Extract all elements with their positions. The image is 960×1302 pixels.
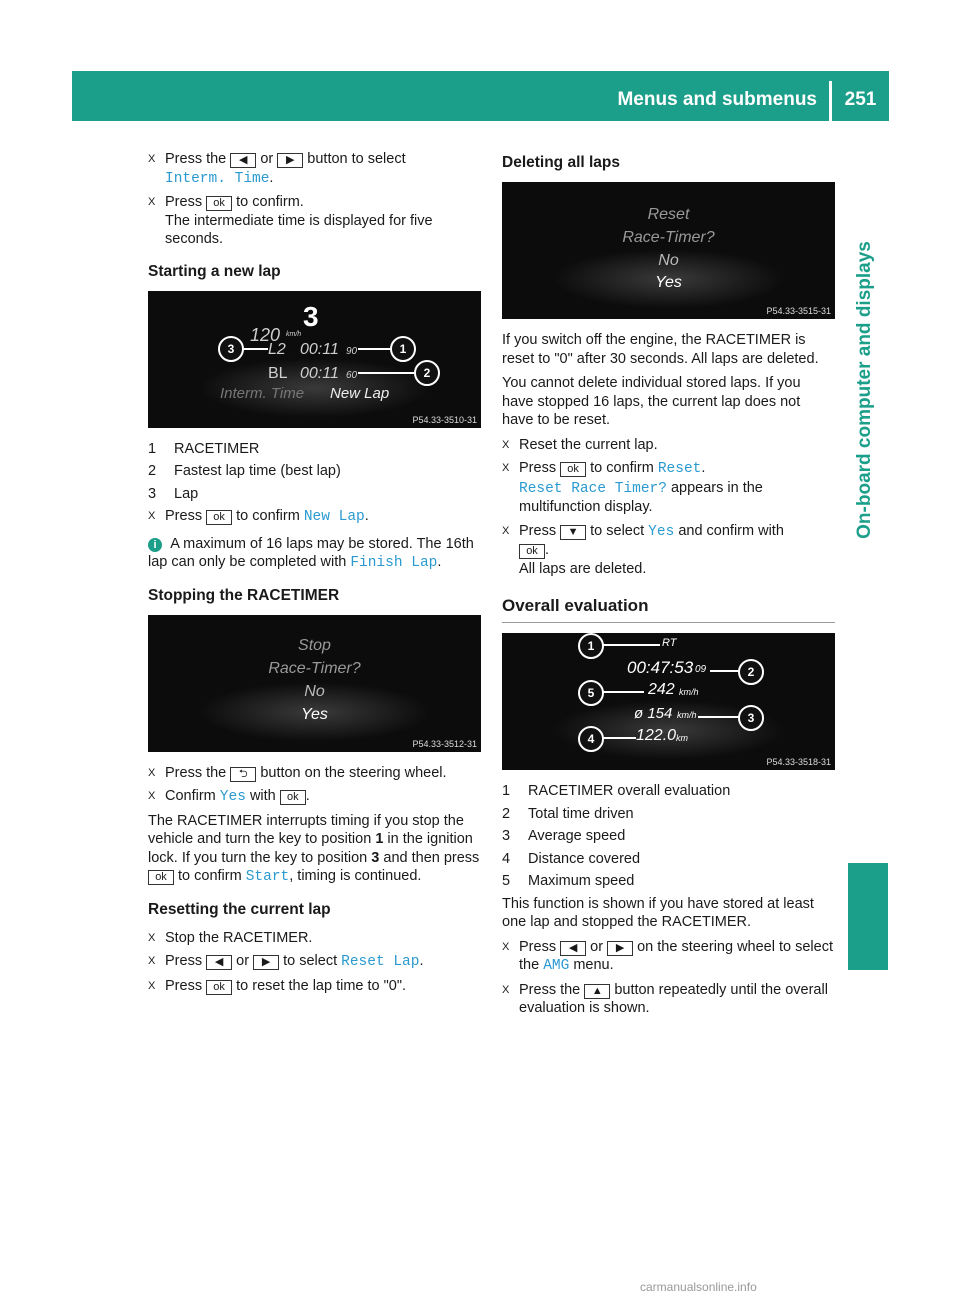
page-header	[72, 71, 889, 121]
menu-item-ref: Interm. Time	[165, 170, 270, 187]
display-figure-new-lap: 120 km/h 3 L2 00:11 90 BL 00:11 60 Interm. Time New Lap 3 1 2 P54.33-3510-31	[148, 291, 481, 428]
step: X Press ◀ or ▶ to select Reset Lap.	[148, 953, 424, 970]
callout-3: 3	[738, 705, 764, 731]
display-figure-reset: Reset Race-Timer? No Yes P54.33-3515-31	[502, 182, 835, 319]
callout-line	[698, 716, 740, 718]
left-button-icon: ◀	[206, 955, 232, 970]
callout-5: 5	[578, 680, 604, 706]
callout-2: 2	[414, 360, 440, 386]
step-marker: X	[148, 979, 156, 992]
ok-button-icon: ok	[206, 196, 232, 211]
callout-line	[358, 372, 414, 374]
section-title: Menus and submenus	[617, 89, 817, 110]
menu-item-ref: Start	[245, 869, 290, 885]
legend-item: 3 Lap	[148, 485, 199, 502]
legend-item: 5 Maximum speed	[502, 873, 635, 889]
chapter-marker	[848, 863, 888, 970]
chapter-title: On-board computer and displays	[854, 241, 875, 539]
step-marker: X	[148, 790, 156, 802]
step-marker: X	[502, 462, 510, 474]
left-button-icon: ◀	[230, 153, 256, 168]
figure-ref: P54.33-3512-31	[412, 738, 477, 749]
right-button-icon: ▶	[277, 153, 303, 168]
figure-ref: P54.33-3518-31	[766, 757, 831, 767]
heading-new-lap: Starting a new lap	[148, 262, 281, 280]
step: X Confirm Yes with ok .	[148, 788, 310, 805]
step: X Press ok to reset the lap time to "0".	[148, 977, 407, 994]
info-note: i A maximum of 16 laps may be stored. The 16th lap can only be completed with Finish Lap.	[148, 535, 474, 571]
menu-item-ref: New Lap	[303, 509, 365, 525]
up-button-icon: ▲	[584, 984, 610, 999]
legend-item: 1 RACETIMER overall evaluation	[502, 783, 731, 799]
menu-item-ref: Yes	[648, 523, 675, 540]
callout-line	[358, 348, 390, 350]
step: X Press ◀ or ▶ on the steering wheel to select the AMG menu.	[502, 938, 833, 974]
figure-ref: P54.33-3510-31	[412, 414, 477, 425]
step-marker: X	[502, 940, 510, 953]
right-button-icon: ▶	[253, 955, 279, 970]
step-marker: X	[502, 438, 510, 451]
step: X Press the ◀ or ▶ button to select Interm. Time.	[148, 151, 406, 187]
legend-item: 2 Fastest lap time (best lap)	[148, 463, 341, 479]
paragraph: The RACETIMER interrupts timing if you stop the vehicle and turn the key to position 1 in the ignition lock. If you turn the key to position 3 and then press ok to confirm Start, timing is continued.	[148, 812, 480, 885]
menu-item-ref: Yes	[219, 789, 246, 805]
callout-1: 1	[390, 336, 416, 362]
left-column	[148, 150, 481, 1000]
callout-line	[602, 737, 636, 739]
ok-button-icon: ok	[560, 462, 586, 477]
step: X Press ▼ to select Yes and confirm with ok . All laps are deleted.	[502, 522, 784, 577]
paragraph: If you switch off the engine, the RACETIMER is reset to "0" after 30 seconds. All laps are deleted.	[502, 332, 819, 367]
ok-button-icon: ok	[519, 544, 545, 559]
callout-line	[242, 348, 268, 350]
left-button-icon: ◀	[560, 941, 586, 956]
step-marker: X	[148, 510, 156, 522]
step: X Press ok to confirm Reset. Reset Race Timer? appears in the multifunction display.	[502, 460, 763, 515]
down-button-icon: ▼	[560, 525, 586, 540]
callout-2: 2	[738, 659, 764, 685]
step-marker: X	[148, 766, 156, 779]
menu-item-ref: AMG	[543, 958, 570, 974]
step-marker: X	[148, 931, 156, 944]
menu-item-ref: Reset Race Timer?	[519, 480, 667, 497]
step-marker: X	[502, 983, 510, 996]
menu-item-ref: Reset Lap	[341, 954, 420, 970]
right-column	[502, 150, 835, 1023]
heading-overall: Overall evaluation	[502, 596, 835, 623]
legend-item: 3 Average speed	[502, 828, 626, 844]
callout-line	[602, 644, 660, 646]
menu-item-ref: Reset	[657, 461, 702, 477]
step: X Press ok to confirm. The intermediate time is displayed for five seconds.	[148, 194, 433, 247]
step: X Press the ▲ button repeatedly until the overall evaluation is shown.	[502, 981, 828, 1016]
step-marker: X	[148, 153, 156, 165]
figure-ref: P54.33-3515-31	[766, 306, 831, 316]
ok-button-icon: ok	[206, 510, 232, 525]
callout-line	[602, 691, 644, 693]
paragraph: This function is shown if you have stored at least one lap and stopped the RACETIMER.	[502, 895, 814, 930]
step-marker: X	[148, 955, 156, 967]
step: X Reset the current lap.	[502, 436, 658, 453]
ok-button-icon: ok	[148, 870, 174, 885]
right-button-icon: ▶	[607, 941, 633, 956]
legend-item: 4 Distance covered	[502, 850, 641, 867]
heading-resetting: Resetting the current lap	[148, 900, 331, 918]
legend-item: 1 RACETIMER	[148, 440, 260, 457]
heading-stopping: Stopping the RACETIMER	[148, 586, 340, 604]
paragraph: You cannot delete individual stored laps. If you have stopped 16 laps, the current lap does not have to be reset.	[502, 375, 801, 428]
back-button-icon: ⮌	[230, 767, 256, 782]
step: X Stop the RACETIMER.	[148, 929, 313, 946]
page-number: 251	[844, 89, 877, 110]
info-icon: i	[148, 538, 162, 552]
step: X Press ok to confirm New Lap.	[148, 508, 369, 525]
watermark: carmanualsonline.info	[640, 1280, 757, 1294]
callout-4: 4	[578, 726, 604, 752]
menu-item-ref: Finish Lap	[350, 555, 438, 571]
callout-3: 3	[218, 336, 244, 362]
display-figure-overall: RT 00:47:53 09 242 km/h ø 154 km/h 122.0 km 1 2 5 3 4 P54.33-3518-31	[502, 633, 835, 770]
step: X Press the ⮌ button on the steering wheel.	[148, 764, 447, 781]
step-marker: X	[148, 196, 156, 208]
step-marker: X	[502, 524, 510, 537]
ok-button-icon: ok	[280, 790, 306, 805]
ok-button-icon: ok	[206, 980, 232, 995]
callout-1: 1	[578, 633, 604, 659]
display-figure-stop: Stop Race-Timer? No Yes P54.33-3512-31	[148, 615, 481, 752]
heading-deleting: Deleting all laps	[502, 154, 621, 171]
legend-item: 2 Total time driven	[502, 805, 634, 822]
chapter-tab	[840, 130, 890, 650]
